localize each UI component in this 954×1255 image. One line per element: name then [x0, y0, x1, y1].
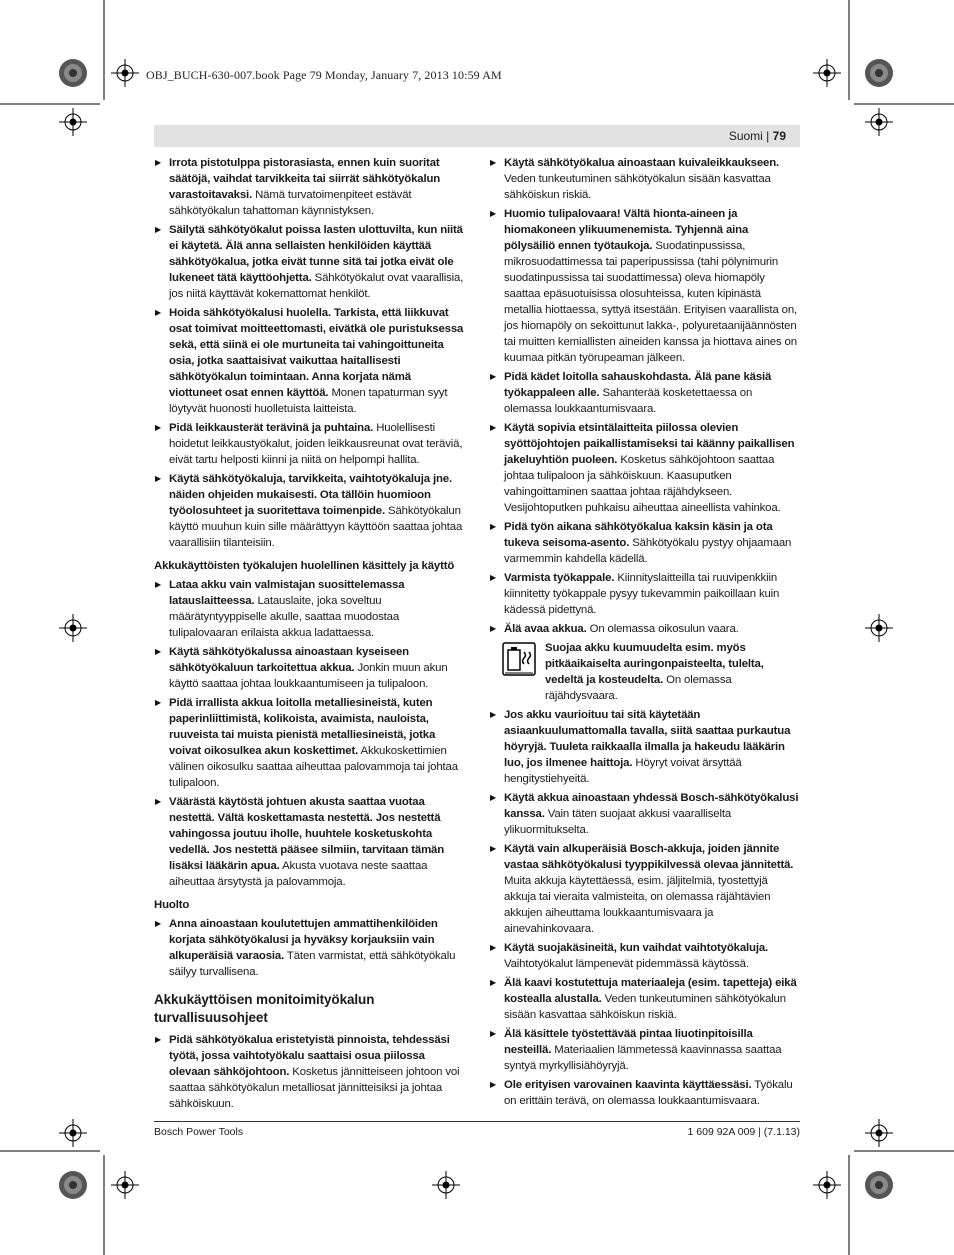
- footer-rule: [154, 1121, 800, 1122]
- triangle-bullet-icon: ▶: [155, 1035, 162, 1044]
- triangle-bullet-icon: ▶: [490, 943, 497, 952]
- page-number: 79: [772, 129, 786, 143]
- safety-item-bold: Käytä sopivia etsintälaitteita piilossa olevien syöttöjohtojen paikallistamiseksi tai käänny paikallisen jakeluyhtiön puoleen.: [504, 422, 795, 466]
- safety-item-text: Sähkötyökalu pystyy ohjaamaan varmemmin kahdella kädellä.: [504, 537, 792, 565]
- triangle-bullet-icon: ▶: [490, 978, 497, 987]
- triangle-bullet-icon: ▶: [490, 372, 497, 381]
- safety-item: [489, 369, 799, 417]
- safety-item-bold: Pidä sähkötyökalua eristetyistä pinnoista, tehdessäsi työtä, jossa vaihtotyökalu saattaisi osua piilossa olevaan sähköjohtoon.: [169, 1034, 450, 1078]
- safety-item-bold: Huomio tulipalovaara! Vältä hionta-aineen ja hiomakoneen ylikuumenemista. Tyhjennä aina pölysäiliö ennen työtaukoja.: [504, 208, 749, 252]
- safety-item-bold: Pidä irrallista akkua loitolla metalliesineistä, kuten paperinliittimistä, kolikoista, avaimista, nauloista, ruuveista tai muista pienistä metalliesineistä, jotka voivat oikosulkea akun koskettimet.: [169, 697, 436, 757]
- safety-item-text: Suodatinpussissa, mikrosuodattimessa tai paperipussissa (tahi pölynimurin suodatinpussissa tai suodattimessa) oleva hiomapöly saattaa epäsuotuisissa olosuhteissa, kuten kipinästä metallia hiottaessa, syttyä itsestään. Erityisen vaarallista on, jos hiomapöly on sekoittunut lakka-, polyuretaanijäännösten tai muitten kemiallisten aineiden kanssa ja hiottava aines on kuumaa pitkän työrupeaman jälkeen.: [504, 240, 798, 364]
- triangle-bullet-icon: ▶: [155, 797, 162, 806]
- triangle-bullet-icon: ▶: [155, 225, 162, 234]
- safety-item-bold: Anna ainoastaan koulutettujen ammattihenkilöiden korjata sähkötyökalusi ja hyväksy korjauksiin vain alkuperäisiä varaosia.: [169, 918, 438, 962]
- safety-item-bold: Käytä akkua ainoastaan yhdessä Bosch-sähkötyökalusi kanssa.: [504, 792, 799, 820]
- triangle-bullet-icon: ▶: [155, 158, 162, 167]
- triangle-bullet-icon: ▶: [490, 1029, 497, 1038]
- safety-item: [489, 206, 799, 366]
- safety-item-bold: Älä avaa akkua.: [504, 623, 587, 635]
- footer-brand: Bosch Power Tools: [154, 1126, 244, 1138]
- print-slug: OBJ_BUCH-630-007.book Page 79 Monday, January 7, 2013 10:59 AM: [146, 68, 502, 82]
- battery-note-body: On olemassa räjähdysvaara.: [545, 674, 732, 702]
- subheading-service: Huolto: [154, 899, 190, 911]
- safety-item-text: Höyryt voivat ärsyttää hengitystiehyeitä.: [504, 757, 742, 785]
- safety-item-bold: Käytä sähkötyökalua ainoastaan kuivaleikkaukseen.: [504, 157, 780, 169]
- safety-item: [489, 940, 799, 972]
- safety-item: [489, 1026, 799, 1074]
- triangle-bullet-icon: ▶: [490, 522, 497, 531]
- safety-item-bold: Hoida sähkötyökalusi huolella. Tarkista, että liikkuvat osat toimivat moitteettomasti, eivätkä ole puristuksessa sekä, että siinä ei ole murtuneita tai vahingoittuneita osia, jotka saattaisivat vaikuttaa haitallisesti sähkötyökalun toimintaan. Anna korjata nämä viottuneet osat ennen käyttöä.: [169, 307, 464, 399]
- safety-item-text: Jonkin muun akun käyttö saattaa johtaa loukkaantumiseen ja tulipaloon.: [169, 662, 448, 690]
- triangle-bullet-icon: ▶: [155, 647, 162, 656]
- safety-item-text: Kosketus sähköjohtoon saattaa johtaa tulipaloon ja sähköiskuun. Kaasuputken vahingoittaminen saattaa johtaa räjähdykseen. Vesijohtoputken puhkaisu aiheuttaa aineellista vahinkoa.: [504, 454, 781, 514]
- safety-item-bold: Pidä työn aikana sähkötyökalua kaksin käsin ja ota tukeva seisoma-asento.: [504, 521, 773, 549]
- safety-item: [154, 1032, 464, 1112]
- header-section: Suomi: [728, 129, 763, 143]
- section-title: Akkukäyttöisen monitoimityökalun turvallisuusohjeet: [154, 992, 375, 1025]
- safety-item: [154, 155, 464, 219]
- triangle-bullet-icon: ▶: [490, 209, 497, 218]
- page-header: [154, 125, 800, 147]
- safety-list: [154, 916, 464, 980]
- safety-item-bold: Pidä leikkausterät terävinä ja puhtaina.: [169, 422, 374, 434]
- triangle-bullet-icon: ▶: [155, 698, 162, 707]
- triangle-bullet-icon: ▶: [490, 158, 497, 167]
- triangle-bullet-icon: ▶: [490, 1080, 497, 1089]
- safety-item-text: Kiinnityslaitteilla tai ruuvipenkkiin kiinnitetty työkappale pysyy tukevammin paikoillaan kuin kädessä pidettynä.: [504, 572, 780, 616]
- safety-item-text: Muita akkuja käytettäessä, esim. jäljitelmiä, tyostettyjä akkuja tai vieraita valmisteita, on olemassa räjähtävien akkujen aiheuttama loukkaantumisvaara ja ainevahinkovaara.: [504, 875, 771, 935]
- safety-list: [489, 155, 799, 637]
- safety-item: [154, 644, 464, 692]
- safety-list: [489, 707, 799, 1109]
- safety-item-bold: Käytä sähkötyökalussa ainoastaan kyseiseen sähkötyökaluun tarkoitettua akkua.: [169, 646, 409, 674]
- safety-item: [489, 621, 799, 637]
- safety-item: [489, 519, 799, 567]
- safety-item: [154, 222, 464, 302]
- safety-item: [489, 155, 799, 203]
- safety-item: [489, 707, 799, 787]
- safety-item: [154, 305, 464, 417]
- safety-item-bold: Jos akku vaurioituu tai sitä käytetään asiaankuulumattomalla tavalla, siitä saattaa purkautua höyryjä. Tuuleta raikkaalla ilmalla ja hakeudu lääkärin luo, jos ilmenee haittoja.: [504, 709, 791, 769]
- header-text: Suomi | 79: [728, 129, 786, 143]
- triangle-bullet-icon: ▶: [155, 308, 162, 317]
- safety-item-text: Sähkötyökalut ovat vaarallisia, jos niitä käyttävät kokemattomat henkilöt.: [169, 272, 464, 300]
- triangle-bullet-icon: ▶: [490, 624, 497, 633]
- safety-item-text: Latauslaite, joka soveltuu määrätyntyyppiselle akulle, saattaa muodostaa tulipalovaaran erilaista akkua ladattaessa.: [169, 595, 400, 639]
- safety-item: [489, 841, 799, 937]
- battery-note-text: [545, 640, 799, 704]
- safety-item: [154, 695, 464, 791]
- safety-list: [154, 1032, 464, 1112]
- safety-item-bold: Irrota pistotulppa pistorasiasta, ennen kuin suoritat säätöjä, vaihdat tarvikkeita tai siirrät sähkötyökalun varastoitavaksi.: [169, 157, 441, 201]
- safety-item-text: Vain täten suojaat akkusi vaaralliselta ylikuormitukselta.: [504, 808, 732, 836]
- safety-item-bold: Säilytä sähkötyökalut poissa lasten ulottuvilta, kun niitä ei käytetä. Älä anna sellaisten henkilöiden käyttää sähkötyökalua, jotka eivät tunne sitä tai jotka eivät ole lukeneet tätä käyttöohjetta.: [169, 224, 463, 284]
- safety-item-text: Nämä turvatoimenpiteet estävät sähkötyökalun tahattoman käynnistyksen.: [169, 189, 412, 217]
- safety-item: [154, 577, 464, 641]
- safety-item-text: Veden tunkeutuminen sähkötyökalun sisään kasvattaa sähköiskun riskiä.: [504, 173, 771, 201]
- battery-note-bold: Suojaa akku kuumuudelta esim. myös pitkäaikaiselta auringonpaisteelta, tulelta, vedeltä ja kosteudelta.: [545, 642, 764, 686]
- safety-item-bold: Älä käsittele työstettävää pintaa liuotinpitoisilla nesteillä.: [504, 1028, 753, 1056]
- safety-item-text: Sahanterää kosketettaessa on olemassa loukkaantumisvaara.: [504, 387, 753, 415]
- safety-item-text: Vaihtotyökalut lämpenevät pidemmässä käytössä.: [504, 958, 749, 970]
- safety-item: [154, 420, 464, 468]
- safety-item-bold: Käytä suojakäsineitä, kun vaihdat vaihtotyökaluja.: [504, 942, 769, 954]
- triangle-bullet-icon: ▶: [155, 474, 162, 483]
- triangle-bullet-icon: ▶: [155, 580, 162, 589]
- safety-item-bold: Lataa akku vain valmistajan suosittelemassa latauslaitteessa.: [169, 579, 405, 607]
- footer-doc-number: 1 609 92A 009 | (7.1.13): [687, 1126, 800, 1138]
- triangle-bullet-icon: ▶: [490, 423, 497, 432]
- battery-heat-warning-icon: [502, 642, 536, 676]
- triangle-bullet-icon: ▶: [490, 573, 497, 582]
- safety-item-text: Veden tunkeutuminen sähkötyökalun sisään kasvattaa sähköiskun riskiä.: [504, 993, 786, 1021]
- battery-warning-note: [489, 640, 799, 704]
- safety-item-bold: Väärästä käytöstä johtuen akusta saattaa vuotaa nestettä. Vältä koskettamasta nestettä. Jos nestettä vahingossa joutuu iholle, huuhtele kosketuskohta vedellä. Jos nestettä pääsee silmiin, tarvitaan tämän lisäksi lääkärin apua.: [169, 796, 445, 872]
- safety-item: [489, 975, 799, 1023]
- safety-item-text: Työkalu on erittäin terävä, on olemassa loukkaantumisvaara.: [504, 1079, 793, 1107]
- triangle-bullet-icon: ▶: [490, 793, 497, 802]
- subheading-battery: Akkukäyttöisten työkalujen huolellinen käsittely ja käyttö: [154, 560, 455, 572]
- safety-item: [154, 794, 464, 890]
- safety-item-bold: Käytä vain alkuperäisiä Bosch-akkuja, joiden jännite vastaa sähkötyökalusi tyyppikilvessä olevaa jännitettä.: [504, 843, 794, 871]
- safety-item: [154, 916, 464, 980]
- safety-item-text: Materiaalien lämmetessä kaavinnassa saattaa syntyä myrkyllisiähöyryjä.: [504, 1044, 782, 1072]
- safety-item-text: Akusta vuotava neste saattaa aiheuttaa ärsytystä ja palovammoja.: [169, 860, 428, 888]
- safety-item-text: Akkukoskettimien välinen oikosulku saattaa aiheuttaa palovammoja tai johtaa tulipaloon.: [169, 745, 458, 789]
- left-column: [154, 155, 464, 1115]
- safety-item-bold: Pidä kädet loitolla sahauskohdasta. Älä pane käsiä työkappaleen alle.: [504, 371, 772, 399]
- triangle-bullet-icon: ▶: [490, 710, 497, 719]
- safety-item: [489, 420, 799, 516]
- safety-item-text: Huolellisesti hoidetut leikkaustyökalut, joiden leikkausreunat ovat teräviä, eivät tartu helposti kiinni ja niitä on helpompi hallita.: [169, 422, 463, 466]
- safety-item-text: Kosketus jännitteiseen johtoon voi saattaa sähkötyökalun metalliosat jännitteisiksi ja johtaa sähköiskuun.: [169, 1066, 460, 1110]
- safety-item: [489, 570, 799, 618]
- safety-list: [154, 577, 464, 890]
- triangle-bullet-icon: ▶: [490, 844, 497, 853]
- safety-item: [154, 471, 464, 551]
- safety-item-text: On olemassa oikosulun vaara.: [586, 623, 739, 635]
- safety-item-bold: Ole erityisen varovainen kaavinta käyttäessäsi.: [504, 1079, 752, 1091]
- triangle-bullet-icon: ▶: [155, 919, 162, 928]
- safety-item-bold: Älä kaavi kostutettuja materiaaleja (esim. tapetteja) eikä kostealla alustalla.: [504, 977, 797, 1005]
- right-column: [489, 155, 799, 1112]
- safety-item: [489, 790, 799, 838]
- triangle-bullet-icon: ▶: [155, 423, 162, 432]
- safety-item-text: Sähkötyökalun käyttö muuhun kuin sille määrättyyn käyttöön saattaa johtaa vaarallisiin tilanteisiin.: [169, 505, 463, 549]
- safety-list: [154, 155, 464, 551]
- safety-item-bold: Käytä sähkötyökaluja, tarvikkeita, vaihtotyökaluja jne. näiden ohjeiden mukaisesti. Ota tällöin huomioon työolosuhteet ja suoritettava toimenpide.: [169, 473, 452, 517]
- safety-item-text: Täten varmistat, että sähkötyökalu säilyy turvallisena.: [169, 950, 456, 978]
- safety-item: [489, 1077, 799, 1109]
- safety-item-text: Monen tapaturman syyt löytyvät huonosti huolletuista laitteista.: [169, 387, 448, 415]
- safety-item-bold: Varmista työkappale.: [504, 572, 615, 584]
